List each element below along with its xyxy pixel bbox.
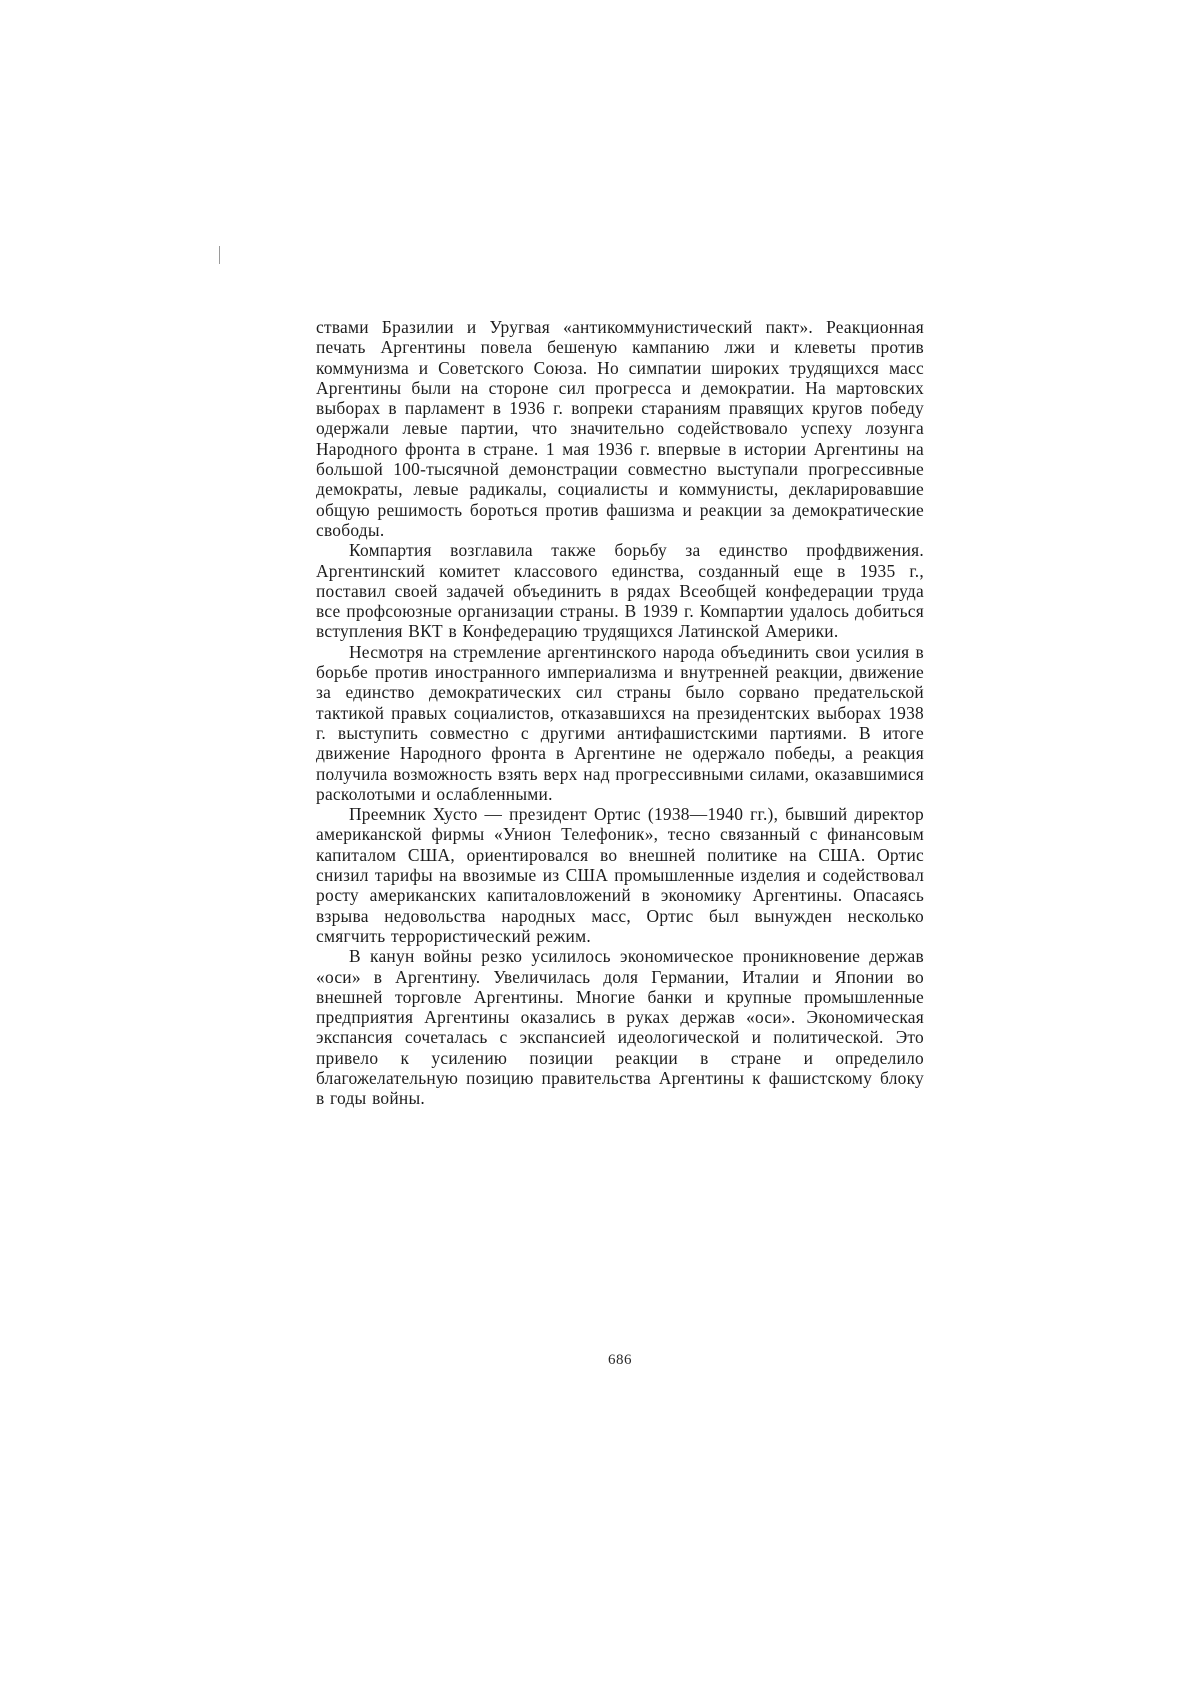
scan-artifact-mark xyxy=(219,246,220,264)
paragraph-4: Преемник Хусто — президент Ортис (1938—1940 гг.), бывший директор американской фирмы «Унион Телефоник», тесно связанный с финансовым капиталом США, ориентировался во внешней политике на США. Ортис снизил тарифы на ввозимые из США промышленные изделия и содействовал росту американских капиталовложений в экономику Аргентины. Опасаясь взрыва недовольства народных масс, Ортис был вынужден несколько смягчить террористический режим. xyxy=(316,804,924,946)
paragraph-2: Компартия возглавила также борьбу за единство профдвижения. Аргентинский комитет классового единства, созданный еще в 1935 г., поставил своей задачей объединить в рядах Всеобщей конфедерации труда все профсоюзные организации страны. В 1939 г. Компартии удалось добиться вступления ВКТ в Конфедерацию трудящихся Латинской Америки. xyxy=(316,540,924,642)
paragraph-3: Несмотря на стремление аргентинского народа объединить свои усилия в борьбе против иностранного империализма и внутренней реакции, движение за единство демократических сил страны было сорвано предательской тактикой правых социалистов, отказавшихся на президентских выборах 1938 г. выступить совместно с другими антифашистскими партиями. В итоге движение Народного фронта в Аргентине не одержало победы, а реакция получила возможность взять верх над прогрессивными силами, оказавшимися расколотыми и ослабленными. xyxy=(316,641,925,804)
page-number: 686 xyxy=(608,1352,632,1368)
paragraph-5: В канун войны резко усилилось экономическое проникновение держав «оси» в Аргентину. Увеличилась доля Германии, Италии и Японии во внешней торговле Аргентины. Многие банки и крупные промышленные предприятия Аргентины оказались в руках держав «оси». Экономическая экспансия сочеталась с экспансией идеологической и политической. Это привело к усилению позиции реакции в стране и определило благожелательную позицию правительства Аргентины к фашистскому блоку в годы войны. xyxy=(316,946,924,1109)
page-body xyxy=(316,317,924,1109)
paragraph-1: ствами Бразилии и Уругвая «антикоммунистический пакт». Реакционная печать Аргентины повела бешеную кампанию лжи и клеветы против коммунизма и Советского Союза. Но симпатии широких трудящихся масс Аргентины были на стороне сил прогресса и демократии. На мартовских выборах в парламент в 1936 г. вопреки стараниям правящих кругов победу одержали левые партии, что значительно содействовало успеху лозунга Народного фронта в стране. 1 мая 1936 г. впервые в истории Аргентины на большой 100-тысячной демонстрации совместно выступали прогрессивные демократы, левые радикалы, социалисты и коммунисты, декларировавшие общую решимость бороться против фашизма и реакции за демократические свободы. xyxy=(316,317,924,540)
